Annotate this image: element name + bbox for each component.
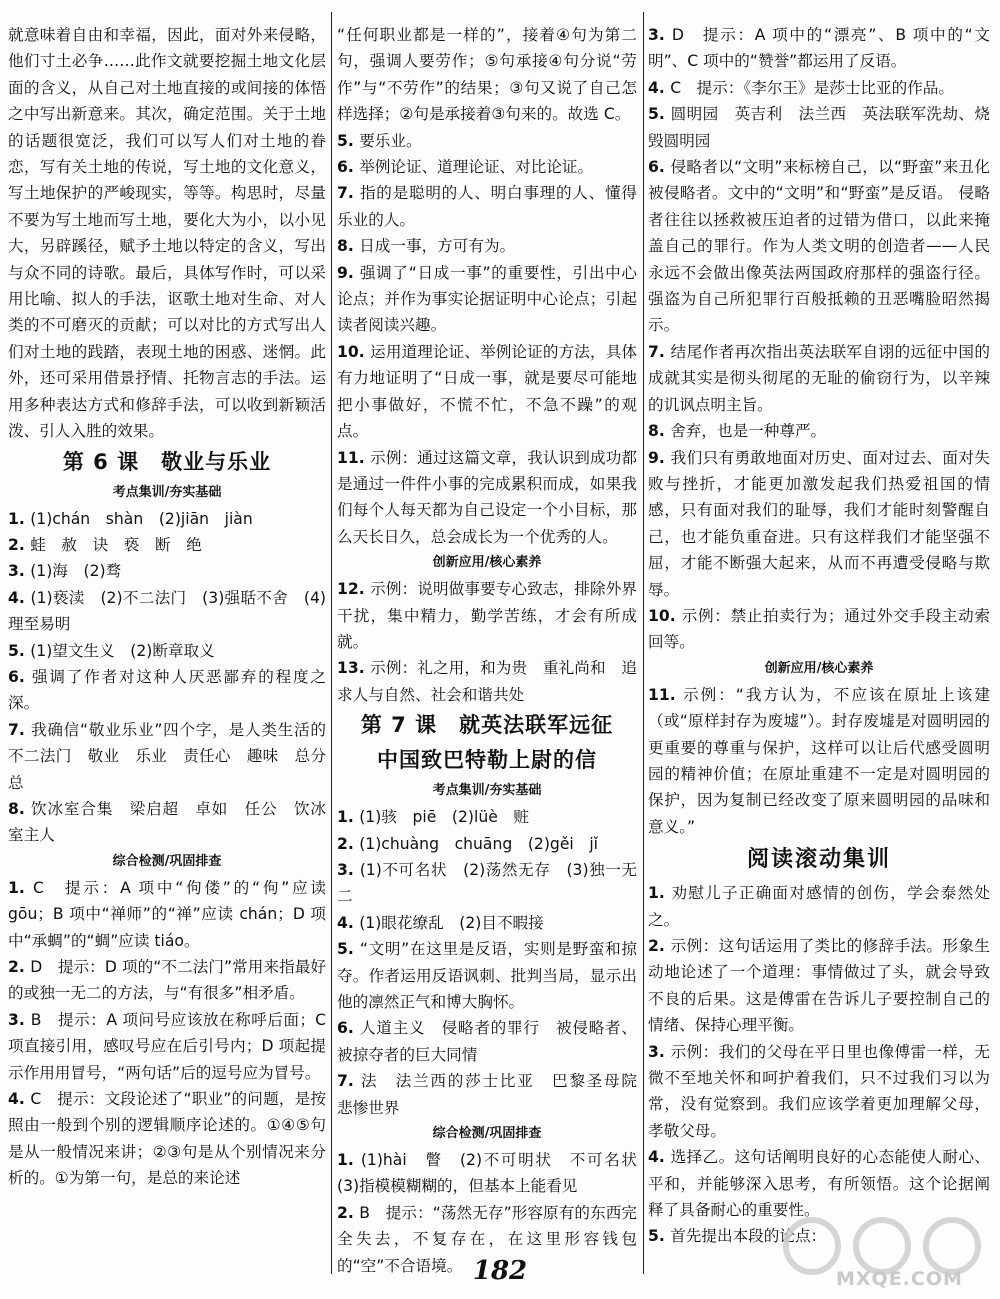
answer-item xyxy=(8,1007,326,1086)
answer-item xyxy=(648,1144,990,1223)
answer-text: 侵略者以“文明”来标榜自己，以“野蛮”来丑化被侵略者。文中的“文明”和“野蛮”是反语。 侵略者往往以拯救被压迫者的过错为借口，以此来掩盖自己的罪行。作为人类文明的创造者——人民永远不会做出像英法两国政府那样的强盗行径。强盗为自己所犯罪行百般抵赖的丑恶嘴脸昭然揭示。 xyxy=(648,158,990,335)
reading-section-title: 阅读滚动集训 xyxy=(746,847,891,873)
answer-number: 8. xyxy=(337,237,360,256)
answer-item xyxy=(337,831,637,857)
answer-number: 4. xyxy=(8,1090,31,1109)
answer-text: (1)chuàng chuāng (2)gěi jǐ xyxy=(359,834,599,853)
answer-list xyxy=(337,576,637,708)
section-subheading: 考点集训/夯实基础 xyxy=(112,484,222,500)
answer-number: 1. xyxy=(648,884,672,903)
answer-number: 5. xyxy=(337,940,360,959)
answer-item xyxy=(8,664,326,717)
answer-number: 3. xyxy=(648,1042,671,1061)
answer-number: 1. xyxy=(8,509,31,528)
answer-text: (1)海 (2)骛 xyxy=(30,562,122,581)
answer-number: 13. xyxy=(337,659,371,678)
answer-item xyxy=(8,796,326,849)
answer-item xyxy=(648,154,990,339)
answer-item xyxy=(648,75,990,101)
answer-item xyxy=(648,339,990,418)
answer-item xyxy=(337,445,637,551)
composition-guidance: 就意味着自由和幸福，因此，面对外来侵略，他们寸土必争……此作文就要挖掘土地文化层面的含义，从自己对土地直接的或间接的体悟之中写出新意来。其次，确定范围。关于土地的话题很宽泛，我们可以写人们对土地的眷恋，写有关土地的传说，写土地的文化意义，写土地保护的严峻现实，等等。构思时，尽量不要为写土地而写土地，要化大为小，以小见大，另辟蹊径，赋予土地以特定的含义，写出与众不同的诗歌。最后，具体写作时，可以采用比喻、拟人的手法，讴歌土地对生命、对人类的不可磨灭的贡献；可以对比的方式写出人们对土地的践踏，表现土地的困惑、迷惘。此外，还可采用借景抒情、托物言志的手法。运用多种表达方式和修辞手法，可以收到新颖活泼、引人入胜的效果。 xyxy=(8,26,326,441)
answer-text: 首先提出本段的论点： xyxy=(670,1227,827,1246)
answer-text: 强调了作者对这种人厌恶鄙弃的程度之深。 xyxy=(8,667,326,713)
answer-item xyxy=(337,128,637,154)
answer-number: 1. xyxy=(337,1151,361,1170)
answer-item xyxy=(8,532,326,558)
answer-text: 指的是聪明的人、明白事理的人、懂得乐业的人。 xyxy=(337,184,637,229)
answer-item xyxy=(337,1147,653,1200)
answer-number: 3. xyxy=(8,562,31,581)
answer-number: 12. xyxy=(337,580,371,599)
page-number: 182 xyxy=(472,1256,528,1286)
answer-item xyxy=(337,804,637,830)
answer-text: 示例：通过这篇文章，我认识到成功都是通过一件件小事的完成累积而成，如果我们每个人每天都为自己设定一个小目标，那么天长日久，总会成长为一个优秀的人。 xyxy=(337,448,637,546)
column-right xyxy=(648,22,990,1250)
answer-text: (1)不可名状 (2)荡然无存 (3)独一无二 xyxy=(337,860,637,906)
answer-number: 6. xyxy=(337,1019,360,1038)
answer-number: 4. xyxy=(337,913,360,932)
answer-text: 示例：礼之用，和为贵 重礼尚和 追求人与自然、社会和谐共处 xyxy=(337,659,637,704)
answer-list xyxy=(337,804,653,1121)
answer-list xyxy=(8,875,326,1192)
answer-number: 8. xyxy=(648,422,671,441)
section-subheading: 考点集训/夯实基础 xyxy=(432,783,542,799)
answer-text: 日成一事，方可有为。 xyxy=(359,237,516,256)
section-subheading: 综合检测/巩固排查 xyxy=(432,1126,542,1142)
answer-text: D 提示：A 项中的“漂亮”、B 项中的“文明”、C 项中的“赞誉”都运用了反语。 xyxy=(648,26,990,71)
answer-item xyxy=(337,1068,653,1121)
answer-text: (1)望文生义 (2)断章取义 xyxy=(30,641,215,660)
answer-number: 2. xyxy=(8,535,31,554)
answer-text: (1)亵渎 (2)不二法门 (3)强聒不舍 (4)理至易明 xyxy=(8,588,326,634)
answer-number: 7. xyxy=(337,184,360,203)
answer-text: (1)hài 瞥 (2)不可明状 不可名状 (3)指模模糊糊的，但基本上能看见 xyxy=(337,1151,653,1196)
answer-item xyxy=(648,101,990,154)
answer-text: 我们只有勇敢地面对历史、面对过去、面对失败与挫折，才能更加激发起我们热爱祖国的情感，只有面对我们的耻辱，我们才能时刻警醒自己，也才能负重奋进。只有这样我们才能坚强不屈，才能不断强大起来，从而不再遭受侵略与欺辱。 xyxy=(648,448,990,599)
answer-text: 示例：禁止拍卖行为；通过外交手段主动索回等。 xyxy=(648,606,990,652)
answer-number: 1. xyxy=(337,808,360,827)
column-divider xyxy=(331,12,332,1274)
answer-list xyxy=(337,128,637,551)
section-subheading: 综合检测/巩固排查 xyxy=(112,853,222,869)
answer-text: (1)骇 piē (2)lüè 赃 xyxy=(359,808,529,827)
answer-text: 我确信“敬业乐业”四个字，是人类生活的不二法门 敬业 乐业 责任心 趣味 总分总 xyxy=(8,720,326,792)
answer-text: 示例：我们的父母在平日里也像傅雷一样，无微不至地关怀和呵护着我们，只不过我们习以为常，没有觉察到。我们应该学着更加理解父母，孝敬父母。 xyxy=(648,1042,990,1140)
answer-item xyxy=(648,880,990,933)
answer-number: 3. xyxy=(337,860,360,879)
section-subheading: 创新应用/核心素养 xyxy=(432,555,542,571)
lesson-7-title: 第 7 课 就英法联军远征 xyxy=(360,713,614,738)
answer-item xyxy=(648,682,990,840)
answer-continuation: “任何职业都是一样的”，接着④句为第二句，强调人要劳作；⑤句承接④句分说“劳作”与“不劳作”的结果；③句又说了自己怎样选择；②句是承接着③句来的。故选 C。 xyxy=(337,26,637,124)
column-left xyxy=(8,22,326,1192)
answer-number: 4. xyxy=(648,1148,671,1167)
answer-item xyxy=(648,445,990,603)
answer-text: 示例：“我方认为，不应该在原址上该建（或“原样封存为废墟”）。封存废墟是对圆明园的更重要的尊重与保护，这样可以让后代感受圆明园的精神价值；在原址重建不一定是对圆明园的保护，因为复制已经改变了原来圆明园的品味和意义。” xyxy=(648,685,990,836)
lesson-7-title-line2: 中国致巴特勒上尉的信 xyxy=(377,748,597,773)
answer-number: 1. xyxy=(8,878,33,897)
answer-item xyxy=(337,910,637,936)
answer-number: 3. xyxy=(8,1010,31,1029)
answer-item xyxy=(648,603,990,656)
answer-item xyxy=(648,22,990,75)
answer-number: 7. xyxy=(648,342,671,361)
answer-item xyxy=(337,576,637,655)
answer-list xyxy=(648,880,990,1250)
answer-item xyxy=(8,506,326,532)
answer-item xyxy=(337,180,637,233)
answer-item xyxy=(648,1223,990,1249)
answer-number: 2. xyxy=(337,1203,360,1222)
answer-item xyxy=(337,655,637,708)
lesson-6-title: 第 6 课 敬业与乐业 xyxy=(62,449,272,474)
answer-item xyxy=(8,585,326,638)
answer-number: 10. xyxy=(337,342,371,361)
answer-text: (1)chán shàn (2)jiān jiàn xyxy=(30,509,253,528)
answer-number: 10. xyxy=(648,606,682,625)
answer-number: 2. xyxy=(648,937,671,955)
answer-number: 11. xyxy=(648,685,684,704)
section-subheading: 创新应用/核心素养 xyxy=(764,660,874,676)
answer-text: 劝慰儿子正确面对感情的创伤，学会泰然处之。 xyxy=(648,884,990,929)
answer-text: 饮冰室合集 梁启超 卓如 任公 饮冰室主人 xyxy=(8,799,326,845)
answer-item xyxy=(8,638,326,664)
watermark-site: MXQE.COM xyxy=(836,1268,963,1290)
column-middle xyxy=(337,22,653,1279)
answer-number: 5. xyxy=(337,131,360,150)
answer-text: B 提示：A 项问号应该放在称呼后面；C 项直接引用，感叹号应在后引号内；D 项起提示作用用冒号，“两句话”后的逗号应为冒号。 xyxy=(8,1010,327,1082)
answer-number: 5. xyxy=(648,105,671,124)
answer-number: 11. xyxy=(337,448,371,467)
answer-list xyxy=(648,682,990,840)
answer-number: 7. xyxy=(8,720,31,739)
answer-item xyxy=(8,954,326,1007)
answer-number: 6. xyxy=(337,158,360,177)
answer-text: B 提示：“荡然无存”形容原有的东西完全失去，不复存在，在这里形容钱包的“空”不合语境。 xyxy=(337,1203,637,1275)
answer-list xyxy=(8,506,326,849)
answer-item xyxy=(337,936,637,1015)
answer-text: D 提示：D 项的“不二法门”常用来指最好的或独一无二的方法，与“有很多”相矛盾。 xyxy=(8,958,326,1003)
answer-number: 4. xyxy=(8,588,31,607)
answer-number: 4. xyxy=(648,78,671,97)
answer-text: 举例论证、道理论证、对比论证。 xyxy=(359,158,594,177)
answer-text: 示例：这句话运用了类比的修辞手法。形象生动地论述了一个道理：事情做过了头，就会导致不良的后果。这是傅雷在告诉儿子要控制自己的情绪、保持心理平衡。 xyxy=(648,937,990,1035)
answer-item xyxy=(648,418,990,444)
answer-item xyxy=(337,260,637,339)
answer-text: 示例：说明做事要专心致志，排除外界干扰，集中精力，勤学苦练，才会有所成就。 xyxy=(337,580,637,651)
answer-list xyxy=(648,22,990,656)
answer-item xyxy=(337,154,637,180)
answer-item xyxy=(337,1015,637,1068)
answer-number: 6. xyxy=(648,158,671,177)
answer-text: (1)眼花缭乱 (2)目不暇接 xyxy=(359,913,544,932)
answer-text: 人道主义 侵略者的罪行 被侵略者、被掠夺者的巨大同情 xyxy=(337,1019,637,1064)
answer-text: 选择乙。这句话阐明良好的心态能使人耐心、平和，并能够深入思考，有所领悟。这个论据阐释了具备耐心的重要性。 xyxy=(648,1148,990,1220)
answer-text: 舍弃，也是一种尊严。 xyxy=(670,422,827,441)
answer-text: C 提示：文段论述了“职业”的问题，是按照由一般到个别的逻辑顺序论述的。①④⑤句是从一般情况来讲；②③句是从个别情况来分析的。①为第一句，是总的来论述 xyxy=(8,1090,327,1188)
answer-number: 5. xyxy=(648,1227,671,1246)
answer-number: 6. xyxy=(8,667,33,686)
answer-item xyxy=(337,339,637,445)
answer-text: 蛙 赦 诀 亵 断 绝 xyxy=(30,535,202,554)
answer-text: “文明”在这里是反语，实则是野蛮和掠夺。作者运用反语讽刺、批判当局，显示出他的凛然正气和博大胸怀。 xyxy=(337,940,637,1011)
answer-item xyxy=(648,1039,990,1145)
answer-number: 2. xyxy=(337,834,360,853)
answer-text: C 提示：A 项中“佝偻”的“佝”应读 gōu；B 项中“禅师”的“禅”应读 chán；D 项中“承蜩”的“蜩”应读 tiáo。 xyxy=(8,878,327,950)
answer-item xyxy=(337,857,637,910)
answer-number: 2. xyxy=(8,958,31,976)
answer-text: 运用道理论证、举例论证的方法，具体有力地证明了“日成一事，就是要尽可能地把小事做好，不慌不忙，不急不躁”的观点。 xyxy=(337,342,637,441)
answer-item xyxy=(648,933,990,1039)
answer-text: 强调了“日成一事”的重要性，引出中心论点；并作为事实论据证明中心论点；引起读者阅读兴趣。 xyxy=(337,263,637,335)
answer-text: C 提示：《李尔王》是莎士比亚的作品。 xyxy=(670,78,954,97)
answer-item xyxy=(8,875,326,954)
answer-number: 8. xyxy=(8,799,32,818)
answer-number: 5. xyxy=(8,641,31,660)
answer-text: 要乐业。 xyxy=(359,131,422,150)
answer-text: 法 法兰西的莎士比亚 巴黎圣母院 悲惨世界 xyxy=(337,1072,653,1117)
answer-item xyxy=(8,558,326,584)
answer-text: 结尾作者再次指出英法联军自诩的远征中国的成就其实是彻头彻尾的无耻的偷窃行为，以辛辣的讥讽点明主旨。 xyxy=(648,342,990,414)
answer-number: 9. xyxy=(648,448,671,467)
answer-number: 9. xyxy=(337,263,360,282)
answer-item xyxy=(8,717,326,796)
answer-item xyxy=(8,1086,326,1192)
answer-number: 3. xyxy=(648,26,672,44)
answer-text: 圆明园 英吉利 法兰西 英法联军洗劫、烧毁圆明园 xyxy=(648,105,990,150)
answer-item xyxy=(337,233,637,259)
answer-number: 7. xyxy=(337,1072,361,1091)
